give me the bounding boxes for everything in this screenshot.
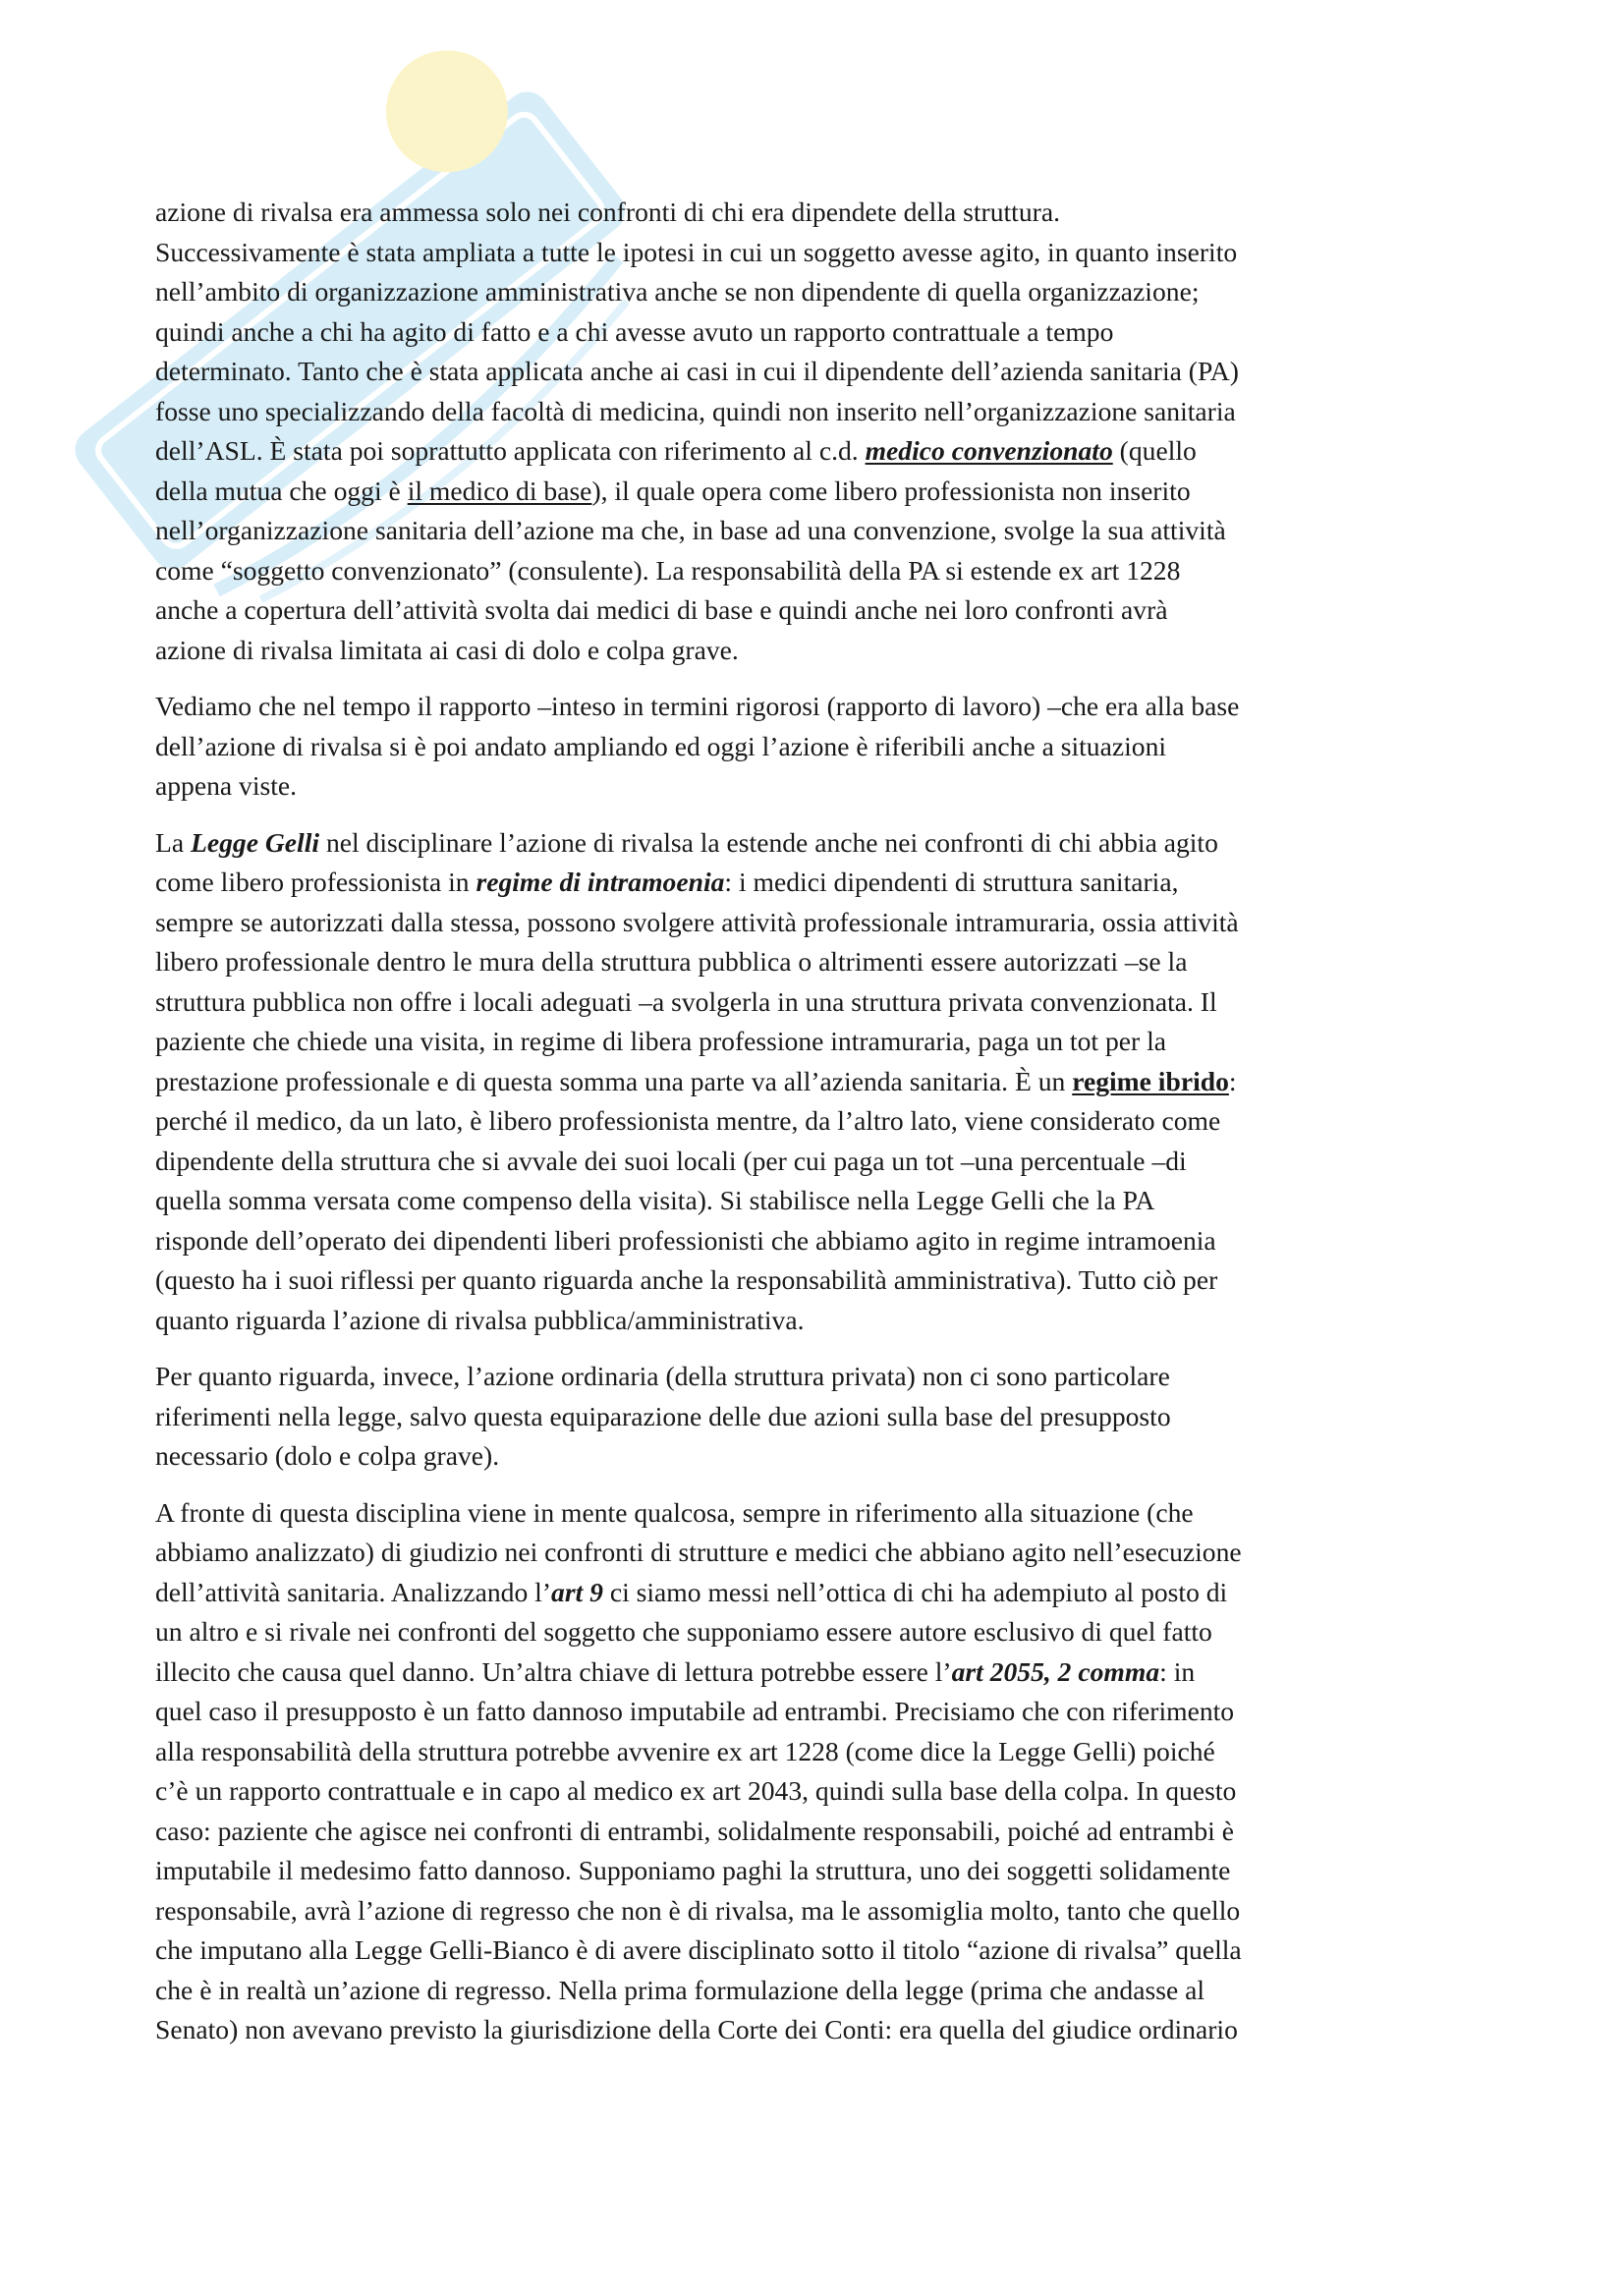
text-line — [155, 942, 1482, 982]
text-line — [155, 1493, 1482, 1534]
text-line — [155, 352, 1482, 392]
text-line — [155, 1397, 1482, 1437]
text-line — [155, 472, 1482, 512]
paragraph — [155, 193, 1482, 670]
text-run: illecito che causa quel danno. Un’altra chiave di lettura potrebbe essere l’ — [155, 1655, 952, 1687]
text-run: dell’ASL. È stata poi soprattutto applicata con riferimento al c.d. — [155, 435, 866, 466]
text-line — [155, 312, 1482, 353]
text-line — [155, 1652, 1482, 1693]
text-line — [155, 766, 1482, 807]
text-run: abbiamo analizzato) di giudizio nei confronti di strutture e medici che abbiano agito nell’esecuzione — [155, 1537, 1242, 1567]
text-run: nell’ambito di organizzazione amministrativa anche se non dipendente di quella organizzazione; — [155, 276, 1200, 307]
text-run: La — [155, 826, 192, 858]
text-line — [155, 1181, 1482, 1221]
text-run: come “soggetto convenzionato” (consulente). La responsabilità della PA si estende ex art 1228 — [155, 554, 1181, 586]
text-line — [155, 511, 1482, 551]
text-line — [155, 431, 1482, 472]
text-line — [155, 1022, 1482, 1062]
text-line — [155, 1812, 1482, 1852]
text-run: c’è un rapporto contrattuale e in capo al medico ex art 2043, quindi sulla base della colpa. In questo — [155, 1775, 1237, 1806]
text-run: : — [1228, 1065, 1237, 1096]
paragraph — [155, 687, 1482, 807]
text-line — [155, 863, 1482, 903]
text-line — [155, 727, 1482, 767]
text-line — [155, 1692, 1482, 1732]
text-run: struttura pubblica non offre i locali adeguati –a svolgerla in una struttura privata convenzionata. Il — [155, 985, 1217, 1017]
text-run: dell’attività sanitaria. Analizzando l’ — [155, 1576, 552, 1607]
text-run: Successivamente è stata ampliata a tutte le ipotesi in cui un soggetto avesse agito, in quanto inserito — [155, 236, 1238, 267]
emphasis-text: art 2055, 2 comma — [951, 1655, 1160, 1687]
text-line — [155, 1357, 1482, 1397]
emphasis-text: medico convenzionato — [865, 435, 1113, 466]
text-line — [155, 1612, 1482, 1652]
text-line — [155, 1062, 1482, 1102]
text-run: : i medici dipendenti di struttura sanitaria, — [724, 867, 1179, 897]
text-line — [155, 687, 1482, 727]
text-run: azione di rivalsa limitata ai casi di dolo e colpa grave. — [155, 634, 739, 665]
text-run: ), il quale opera come libero professionista non inserito — [591, 475, 1191, 506]
text-run: responsabile, avrà l’azione di regresso che non è di rivalsa, ma le assomiglia molto, tanto che quello — [155, 1894, 1241, 1926]
text-run: quella somma versata come compenso della visita). Si stabilisce nella Legge Gelli che la PA — [155, 1185, 1155, 1215]
text-line — [155, 272, 1482, 312]
text-run: quanto riguarda l’azione di rivalsa pubblica/amministrativa. — [155, 1304, 805, 1335]
text-run: quindi anche a chi ha agito di fatto e a chi avesse avuto un rapporto contrattuale a tempo — [155, 315, 1114, 347]
text-line — [155, 631, 1482, 671]
emphasis-text: regime di intramoenia — [476, 867, 725, 897]
text-line — [155, 1851, 1482, 1891]
text-line — [155, 1533, 1482, 1573]
text-run: paziente che chiede una visita, in regime di libera professione intramuraria, paga un tot per la — [155, 1026, 1166, 1056]
text-run: (quello — [1112, 435, 1197, 466]
text-run: perché il medico, da un lato, è libero professionista mentre, da l’altro lato, viene considerato come — [155, 1105, 1221, 1136]
text-line — [155, 1301, 1482, 1341]
text-run: che imputano alla Legge Gelli-Bianco è di avere disciplinato sotto il titolo “azione di rivalsa” quella — [155, 1934, 1242, 1965]
text-line — [155, 1142, 1482, 1182]
text-run: Per quanto riguarda, invece, l’azione ordinaria (della struttura privata) non ci sono particolare — [155, 1361, 1170, 1391]
document-body — [155, 193, 1482, 2067]
text-line — [155, 903, 1482, 943]
text-run: appena viste. — [155, 770, 298, 801]
text-line — [155, 1771, 1482, 1812]
text-run: prestazione professionale e di questa somma una parte va all’azienda sanitaria. È un — [155, 1065, 1073, 1096]
text-run: nel disciplinare l’azione di rivalsa la estende anche nei confronti di chi abbia agito — [319, 826, 1218, 858]
text-line — [155, 392, 1482, 432]
text-run: azione di rivalsa era ammessa solo nei confronti di chi era dipendete della struttura. — [155, 196, 1060, 227]
text-line — [155, 1891, 1482, 1931]
text-line — [155, 1931, 1482, 1971]
text-line — [155, 982, 1482, 1023]
text-run: Senato) non avevano previsto la giurisdizione della Corte dei Conti: era quella del giudice ordinario — [155, 2014, 1238, 2044]
text-line — [155, 1732, 1482, 1772]
text-run: determinato. Tanto che è stata applicata anche ai casi in cui il dipendente dell’azienda sanitaria (PA) — [155, 356, 1239, 386]
text-run: : in — [1159, 1655, 1196, 1687]
text-line — [155, 2010, 1482, 2050]
paragraph — [155, 823, 1482, 1341]
text-run: caso: paziente che agisce nei confronti di entrambi, solidalmente responsabili, poiché ad entrambi è — [155, 1815, 1234, 1846]
text-run: quel caso il presupposto è un fatto dannoso imputabile ad entrambi. Precisiamo che con riferimento — [155, 1696, 1235, 1726]
emphasis-text: Legge Gelli — [191, 826, 320, 858]
text-run: ci siamo messi nell’ottica di chi ha adempiuto al posto di — [602, 1576, 1228, 1607]
paragraph — [155, 1357, 1482, 1477]
text-line — [155, 590, 1482, 631]
text-run: libero professionale dentro le mura della struttura pubblica o altrimenti essere autorizzati –se la — [155, 946, 1188, 977]
text-line — [155, 1260, 1482, 1301]
text-run: dipendente della struttura che si avvale dei suoi locali (per cui paga un tot –una percentuale –di — [155, 1145, 1187, 1176]
text-line — [155, 1436, 1482, 1477]
text-run: come libero professionista in — [155, 867, 476, 897]
text-line — [155, 1971, 1482, 2011]
text-run: (questo ha i suoi riflessi per quanto riguarda anche la responsabilità amministrativa). Tutto ciò per — [155, 1264, 1218, 1295]
paragraph — [155, 1493, 1482, 2050]
text-run: della mutua che oggi è — [155, 475, 408, 506]
text-run: A fronte di questa disciplina viene in mente qualcosa, sempre in riferimento alla situazione (che — [155, 1496, 1194, 1528]
text-run: fosse uno specializzando della facoltà di medicina, quindi non inserito nell’organizzazione sanitaria — [155, 395, 1236, 426]
text-run: che è in realtà un’azione di regresso. Nella prima formulazione della legge (prima che andasse al — [155, 1974, 1205, 2005]
text-run: risponde dell’operato dei dipendenti liberi professionisti che abbiamo agito in regime intramoenia — [155, 1224, 1216, 1256]
text-run: alla responsabilità della struttura potrebbe avvenire ex art 1228 (come dice la Legge Gelli) poiché — [155, 1735, 1215, 1766]
text-run: nell’organizzazione sanitaria dell’azione ma che, in base ad una convenzione, svolge la sua attività — [155, 515, 1226, 545]
text-run: anche a copertura dell’attività svolta dai medici di base e quindi anche nei loro confronti avrà — [155, 594, 1168, 625]
text-run: Vediamo che nel tempo il rapporto –inteso in termini rigorosi (rapporto di lavoro) –che era alla base — [155, 691, 1240, 721]
text-line — [155, 233, 1482, 273]
text-run: dell’azione di rivalsa si è poi andato ampliando ed oggi l’azione è riferibili anche a situazioni — [155, 730, 1167, 761]
emphasis-text: il medico di base — [407, 475, 592, 506]
text-line — [155, 1101, 1482, 1142]
text-run: sempre se autorizzati dalla stessa, possono svolgere attività professionale intramuraria, ossia attività — [155, 906, 1239, 937]
text-line — [155, 1573, 1482, 1613]
text-line — [155, 1221, 1482, 1261]
text-run: riferimenti nella legge, salvo questa equiparazione delle due azioni sulla base del presupposto — [155, 1400, 1171, 1431]
text-run: imputabile il medesimo fatto dannoso. Supponiamo paghi la struttura, uno dei soggetti solidamente — [155, 1855, 1231, 1885]
emphasis-text: regime ibrido — [1072, 1065, 1229, 1096]
text-run: necessario (dolo e colpa grave). — [155, 1440, 500, 1471]
text-line — [155, 823, 1482, 864]
text-line — [155, 193, 1482, 233]
text-run: un altro e si rivale nei confronti del soggetto che supponiamo essere autore esclusivo di quel fatto — [155, 1616, 1212, 1647]
watermark-circle — [362, 39, 532, 196]
text-line — [155, 551, 1482, 591]
emphasis-text: art 9 — [551, 1576, 603, 1607]
